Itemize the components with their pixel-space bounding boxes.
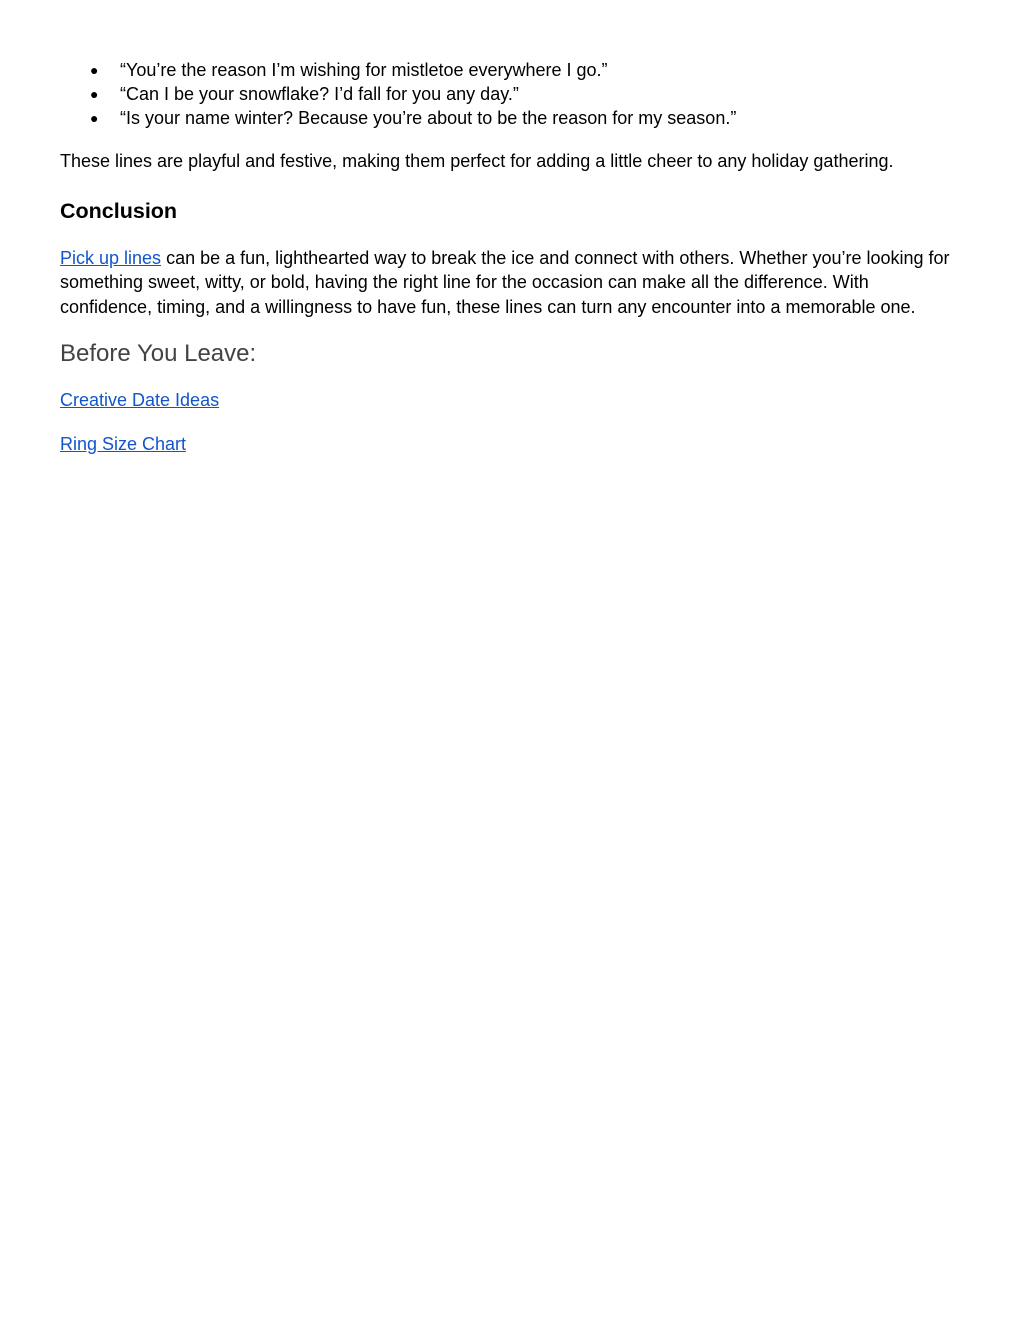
list-item [60, 82, 960, 106]
conclusion-text: can be a fun, lighthearted way to break the ice and connect with others. Whether you’re looking for something sweet, witty, or bold, having the right line for the occasion can make all the difference. With confidence, timing, and a willingness to have fun, these lines can turn any encounter into a memorable one. [60, 247, 950, 317]
before-you-leave-heading: Before You Leave: [60, 340, 257, 367]
list-item [60, 106, 960, 130]
list-item [60, 58, 960, 82]
list-item-text: “Can I be your snowflake? I’d fall for you any day.” [120, 84, 519, 104]
list-item-text: “You’re the reason I’m wishing for mistletoe everywhere I go.” [120, 60, 608, 80]
bullet-icon: ● [90, 86, 99, 102]
related-link-item [60, 388, 960, 412]
closing-paragraph: These lines are playful and festive, making them perfect for adding a little cheer to any holiday gathering. [60, 151, 894, 171]
related-link-item [60, 432, 960, 456]
bullet-icon: ● [90, 110, 99, 126]
conclusion-paragraph [60, 246, 960, 320]
pick-up-lines-link[interactable]: Pick up lines [60, 247, 162, 268]
bullet-icon: ● [90, 62, 99, 78]
creative-date-ideas-link[interactable]: Creative Date Ideas [60, 390, 220, 410]
conclusion-heading: Conclusion [60, 198, 178, 223]
ring-size-chart-link[interactable]: Ring Size Chart [60, 434, 187, 454]
list-item-text: “Is your name winter? Because you’re about to be the reason for my season.” [120, 108, 737, 128]
pickup-lines-list [60, 58, 960, 130]
document-page [60, 58, 960, 456]
